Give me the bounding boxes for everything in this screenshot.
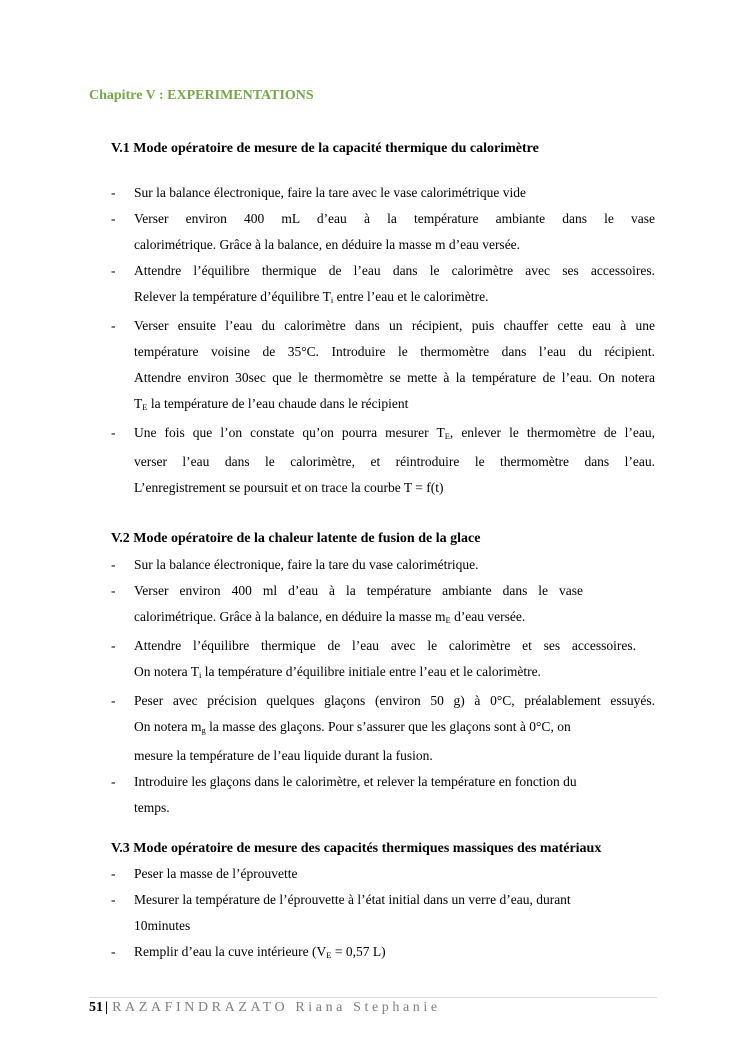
footer-author: RAZAFINDRAZATO Riana Stephanie xyxy=(112,1000,441,1015)
footer-rule xyxy=(89,997,657,998)
chapter-title: Chapitre V : EXPERIMENTATIONS xyxy=(89,88,314,103)
list-item-text: L’enregistrement se poursuit et on trace la courbe T = f(t) xyxy=(134,480,444,495)
list-item xyxy=(111,420,655,501)
list-item-text: - Verser environ 400 mL d’eau à la température ambiante dans le vase xyxy=(134,211,655,226)
text-fragment: Remplir d’eau la cuve intérieure (V xyxy=(134,944,327,959)
list-item xyxy=(111,769,636,821)
text-fragment: On notera m xyxy=(134,719,202,734)
section-heading-v2: V.2 Mode opératoire de la chaleur latente de fusion de la glace xyxy=(111,531,481,546)
footer-separator: | xyxy=(105,1000,109,1015)
list-item-text xyxy=(134,659,636,688)
subscript: g xyxy=(201,725,206,735)
list-item-text: - Peser avec précision quelques glaçons (environ 50 g) à 0°C, préalablement essuyés. xyxy=(134,693,655,708)
list-item xyxy=(111,939,655,968)
text-fragment: = 0,57 L) xyxy=(331,944,386,959)
section-v1-list xyxy=(111,180,655,501)
section-heading-v1: V.1 Mode opératoire de mesure de la capacité thermique du calorimètre xyxy=(111,141,539,156)
page-footer xyxy=(89,1000,441,1016)
section-heading-v3: V.3 Mode opératoire de mesure des capacités thermiques massiques des matériaux xyxy=(111,841,602,856)
text-fragment: entre l’eau et le calorimètre. xyxy=(333,289,489,304)
list-item xyxy=(111,180,655,206)
list-item-text xyxy=(134,714,636,743)
list-item xyxy=(111,861,655,887)
list-item-text: - Introduire les glaçons dans le calorimètre, et relever la température en fonction du xyxy=(134,774,577,789)
subscript: E xyxy=(142,402,148,412)
list-item-text: verser l’eau dans le calorimètre, et réintroduire le thermomètre dans l’eau. xyxy=(134,454,655,469)
subscript: i xyxy=(198,670,202,680)
list-item xyxy=(111,633,636,688)
list-item xyxy=(111,887,655,939)
list-item-text xyxy=(134,391,655,420)
list-item-text xyxy=(134,284,655,313)
list-item xyxy=(111,258,655,313)
text-fragment: calorimétrique. Grâce à la balance, en déduire la masse m xyxy=(134,609,446,624)
list-item-text xyxy=(134,939,655,968)
list-item-text: - Verser environ 400 ml d’eau à la température ambiante dans le vase xyxy=(134,583,583,598)
list-item-text xyxy=(134,604,636,633)
list-item-text: - Attendre l’équilibre thermique de l’eau avec le calorimètre et ses accessoires. xyxy=(134,638,636,653)
page-number: 51 xyxy=(89,1000,103,1015)
list-item-text xyxy=(134,420,655,449)
text-fragment: On notera T xyxy=(134,664,199,679)
section-v3-list xyxy=(111,861,655,968)
list-item-text: - Attendre l’équilibre thermique de l’eau dans le calorimètre avec ses accessoires. xyxy=(134,263,655,278)
list-item xyxy=(111,313,655,420)
section-v2-list xyxy=(111,552,655,821)
list-item-text: - Mesurer la température de l’éprouvette à l’état initial dans un verre d’eau, durant xyxy=(134,892,571,907)
list-item-text: mesure la température de l’eau liquide durant la fusion. xyxy=(134,748,433,763)
text-fragment: , enlever le thermomètre de l’eau, xyxy=(449,425,655,440)
list-item xyxy=(111,552,636,578)
list-item-text: 10minutes xyxy=(134,918,191,933)
text-fragment: la température d’équilibre initiale entre l’eau et le calorimètre. xyxy=(201,664,541,679)
list-item-text: - Peser la masse de l’éprouvette xyxy=(134,866,298,881)
subscript: E xyxy=(444,431,450,441)
list-item-text: - Sur la balance électronique, faire la tare avec le vase calorimétrique vide xyxy=(134,185,527,200)
list-item-text: temps. xyxy=(134,800,170,815)
list-item-text: - Verser ensuite l’eau du calorimètre dans un récipient, puis chauffer cette eau à une xyxy=(134,318,655,333)
subscript: E xyxy=(445,615,451,625)
text-fragment: Une fois que l’on constate qu’on pourra mesurer T xyxy=(134,425,445,440)
list-item-text: calorimétrique. Grâce à la balance, en déduire la masse m d’eau versée. xyxy=(134,237,521,252)
text-fragment: Relever la température d’équilibre T xyxy=(134,289,331,304)
list-item xyxy=(111,578,636,633)
text-fragment: la température de l’eau chaude dans le récipient xyxy=(147,396,409,411)
list-item-text: - Sur la balance électronique, faire la tare du vase calorimétrique. xyxy=(134,557,479,572)
subscript: i xyxy=(330,295,334,305)
text-fragment: d’eau versée. xyxy=(450,609,526,624)
list-item-text: Attendre environ 30sec que le thermomètre se mette à la température de l’eau. On notera xyxy=(134,370,655,385)
text-fragment: la masse des glaçons. Pour s’assurer que les glaçons sont à 0°C, on xyxy=(205,719,571,734)
subscript: E xyxy=(326,950,332,960)
list-item-text: température voisine de 35°C. Introduire le thermomètre dans l’eau du récipient. xyxy=(134,344,655,359)
list-item xyxy=(111,206,655,258)
text-fragment: T xyxy=(134,396,143,411)
list-item xyxy=(111,688,655,769)
